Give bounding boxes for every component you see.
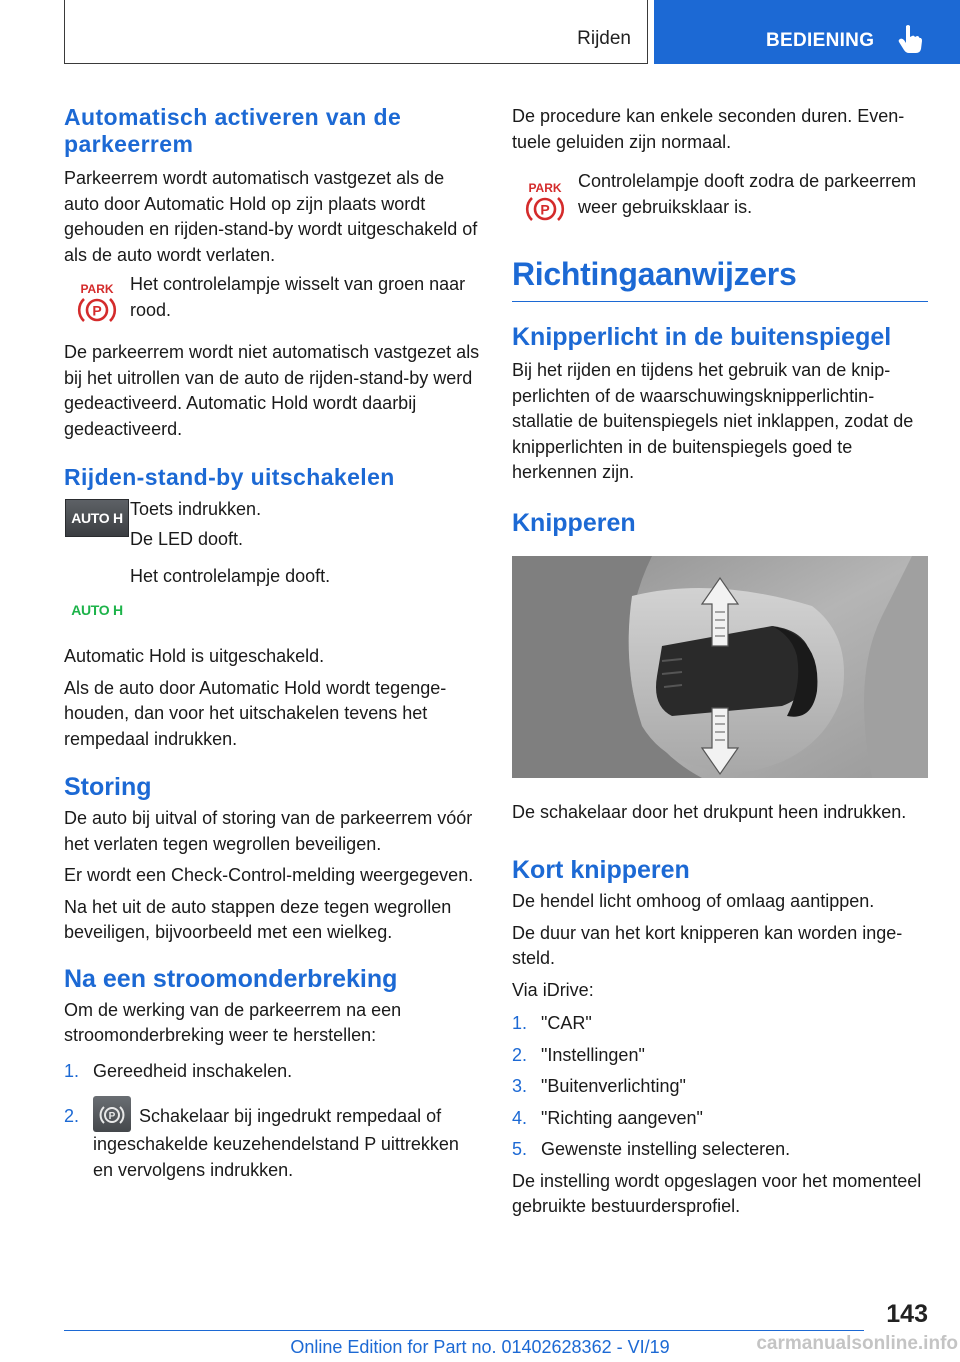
- paragraph-hold-brake: Als de auto door Automatic Hold wordt tegengehouden, dan voor het uitschakelen tevens het rempedaal indrukken.: [64, 677, 447, 749]
- paragraph-power: Om de werking van de parkeerrem na een stroomonderbreking weer te herstellen:: [64, 999, 402, 1045]
- paragraph-blink: De schakelaar door het drukpunt heen indrukken.: [512, 801, 907, 822]
- list-item: 5. Gewenste instelling selecteren.: [512, 1139, 791, 1159]
- paragraph-fault-1: De auto bij uitval of storing van de parkeerrem vóór het verlaten tegen wegrollen beveiligen.: [64, 808, 473, 854]
- list-item: 2. P Schakelaar bij ingedrukt rempedaal of ingeschakelde keuzehendelstand P uittrekken en vervolgens indrukken.: [64, 1104, 480, 1183]
- svg-text:P: P: [540, 201, 550, 218]
- list-item: 3. "Buitenverlichting": [512, 1076, 686, 1096]
- svg-text:PARK: PARK: [80, 282, 114, 296]
- park-brake-red-icon: [75, 280, 119, 326]
- header-chapter-title: BEDIENING: [766, 30, 875, 51]
- paragraph-mirror: Bij het rijden en tijdens het gebruik van de knipperlichten of de waarschuwingsknipperlichtinstallatie de buitenspiegels niet inklappen, zodat de knipperlichten in de buitenspiegels goed te herkennen zijn.: [512, 360, 914, 482]
- paragraph-short-2: De duur van het kort knipperen kan worden ingesteld.: [512, 922, 903, 968]
- heading-short-blink: Kort knipperen: [512, 856, 690, 884]
- svg-text:P: P: [108, 1111, 116, 1122]
- autoh-button-row: [64, 497, 480, 552]
- list-item: 1. "CAR": [512, 1013, 592, 1033]
- header-chapter-tab: [654, 0, 960, 64]
- autoh-green-lamp-icon: AUTO H: [71, 602, 123, 618]
- park-lamp-text: Het controlelampje wisselt van groen naar rood.: [130, 274, 466, 320]
- paragraph-auto-activate: Parkeerrem wordt automatisch vastgezet als de auto door Automatic Hold op zijn plaats wordt gehouden en rijden-stand-by wordt uitgeschakeld of als de auto wordt verlaten.: [64, 168, 478, 265]
- hold-off-text: Automatic Hold is uitgeschakeld.: [64, 646, 325, 666]
- heading-fault: Storing: [64, 773, 152, 801]
- list-item: 4. "Richting aangeven": [512, 1107, 703, 1128]
- park-ready-text: Controlelampje dooft zodra de parkeerrem weer gebruiksklaar is.: [578, 171, 917, 217]
- hand-pointer-icon: [898, 24, 922, 54]
- svg-text:P: P: [92, 302, 102, 319]
- power-steps-list: [64, 1059, 480, 1184]
- heading-blink: Knipperen: [512, 508, 636, 537]
- press-button-text: Toets indrukken.: [130, 499, 262, 519]
- header-section-box: [64, 0, 648, 64]
- list-item: 2. "Instellingen": [512, 1044, 645, 1065]
- page-number: 143: [886, 1300, 928, 1328]
- paragraph-fault-2: Er wordt een Check-Control-melding weergegeven.: [64, 865, 474, 885]
- park-lamp-row: [64, 272, 480, 326]
- paragraph-fault-3: Na het uit de auto stappen deze tegen wegrollen beveiligen, bijvoorbeeld met een wielkeg.: [64, 896, 452, 942]
- heading-auto-activate: Automatisch activeren van de parkeerrem: [64, 104, 402, 157]
- autoh-button-icon: AUTO H: [65, 499, 129, 537]
- header-section-title: Rijden: [577, 28, 631, 49]
- idrive-steps-list: [512, 1011, 928, 1163]
- via-idrive-text: Via iDrive:: [512, 979, 594, 1000]
- autoh-lamp-row: [64, 564, 480, 618]
- svg-text:PARK: PARK: [528, 181, 562, 195]
- footer-divider: [64, 1330, 864, 1331]
- paragraph-short-1: De hendel licht omhoog of omlaag aantippen.: [512, 891, 875, 911]
- left-column: [64, 104, 480, 1183]
- heading-standby-off: Rijden-stand-by uitschakelen: [64, 464, 395, 490]
- paragraph-procedure: De procedure kan enkele seconden duren. Eventuele geluiden zijn normaal.: [512, 106, 905, 152]
- park-brake-switch-icon: [93, 1096, 131, 1132]
- watermark-text: carmanualsonline.info: [756, 1333, 958, 1354]
- heading-power: Na een stroomonderbreking: [64, 964, 398, 993]
- footer-edition: Online Edition for Part no. 01402628362 - VI/19: [290, 1337, 670, 1357]
- heading-turn-signals: Richtingaanwijzers: [512, 255, 928, 302]
- right-column: [512, 104, 928, 1220]
- list-item: 1. Gereedheid inschakelen.: [64, 1060, 293, 1081]
- turn-signal-stalk-image: [512, 556, 928, 778]
- power-step-2-text: Schakelaar bij ingedrukt rempedaal of ingeschakelde keuzehendelstand P uittrekken en vervolgens indrukken.: [93, 1106, 459, 1180]
- park-brake-red-icon: [523, 179, 567, 225]
- paragraph-saved: De instelling wordt opgeslagen voor het momenteel gebruikte bestuurdersprofiel.: [512, 1170, 922, 1216]
- park-ready-row: [512, 169, 928, 225]
- led-off-text: De LED dooft.: [130, 528, 244, 549]
- paragraph-not-auto: De parkeerrem wordt niet automatisch vastgezet als bij het uitrollen van de auto de rijden-stand-by werd gedeactiveerd. Automatic Hold wordt daarbij gedeactiveerd.: [64, 342, 480, 439]
- heading-mirror-signal: Knipperlicht in de buitenspiegel: [512, 323, 892, 351]
- lamp-off-text: Het controlelampje dooft.: [130, 566, 331, 586]
